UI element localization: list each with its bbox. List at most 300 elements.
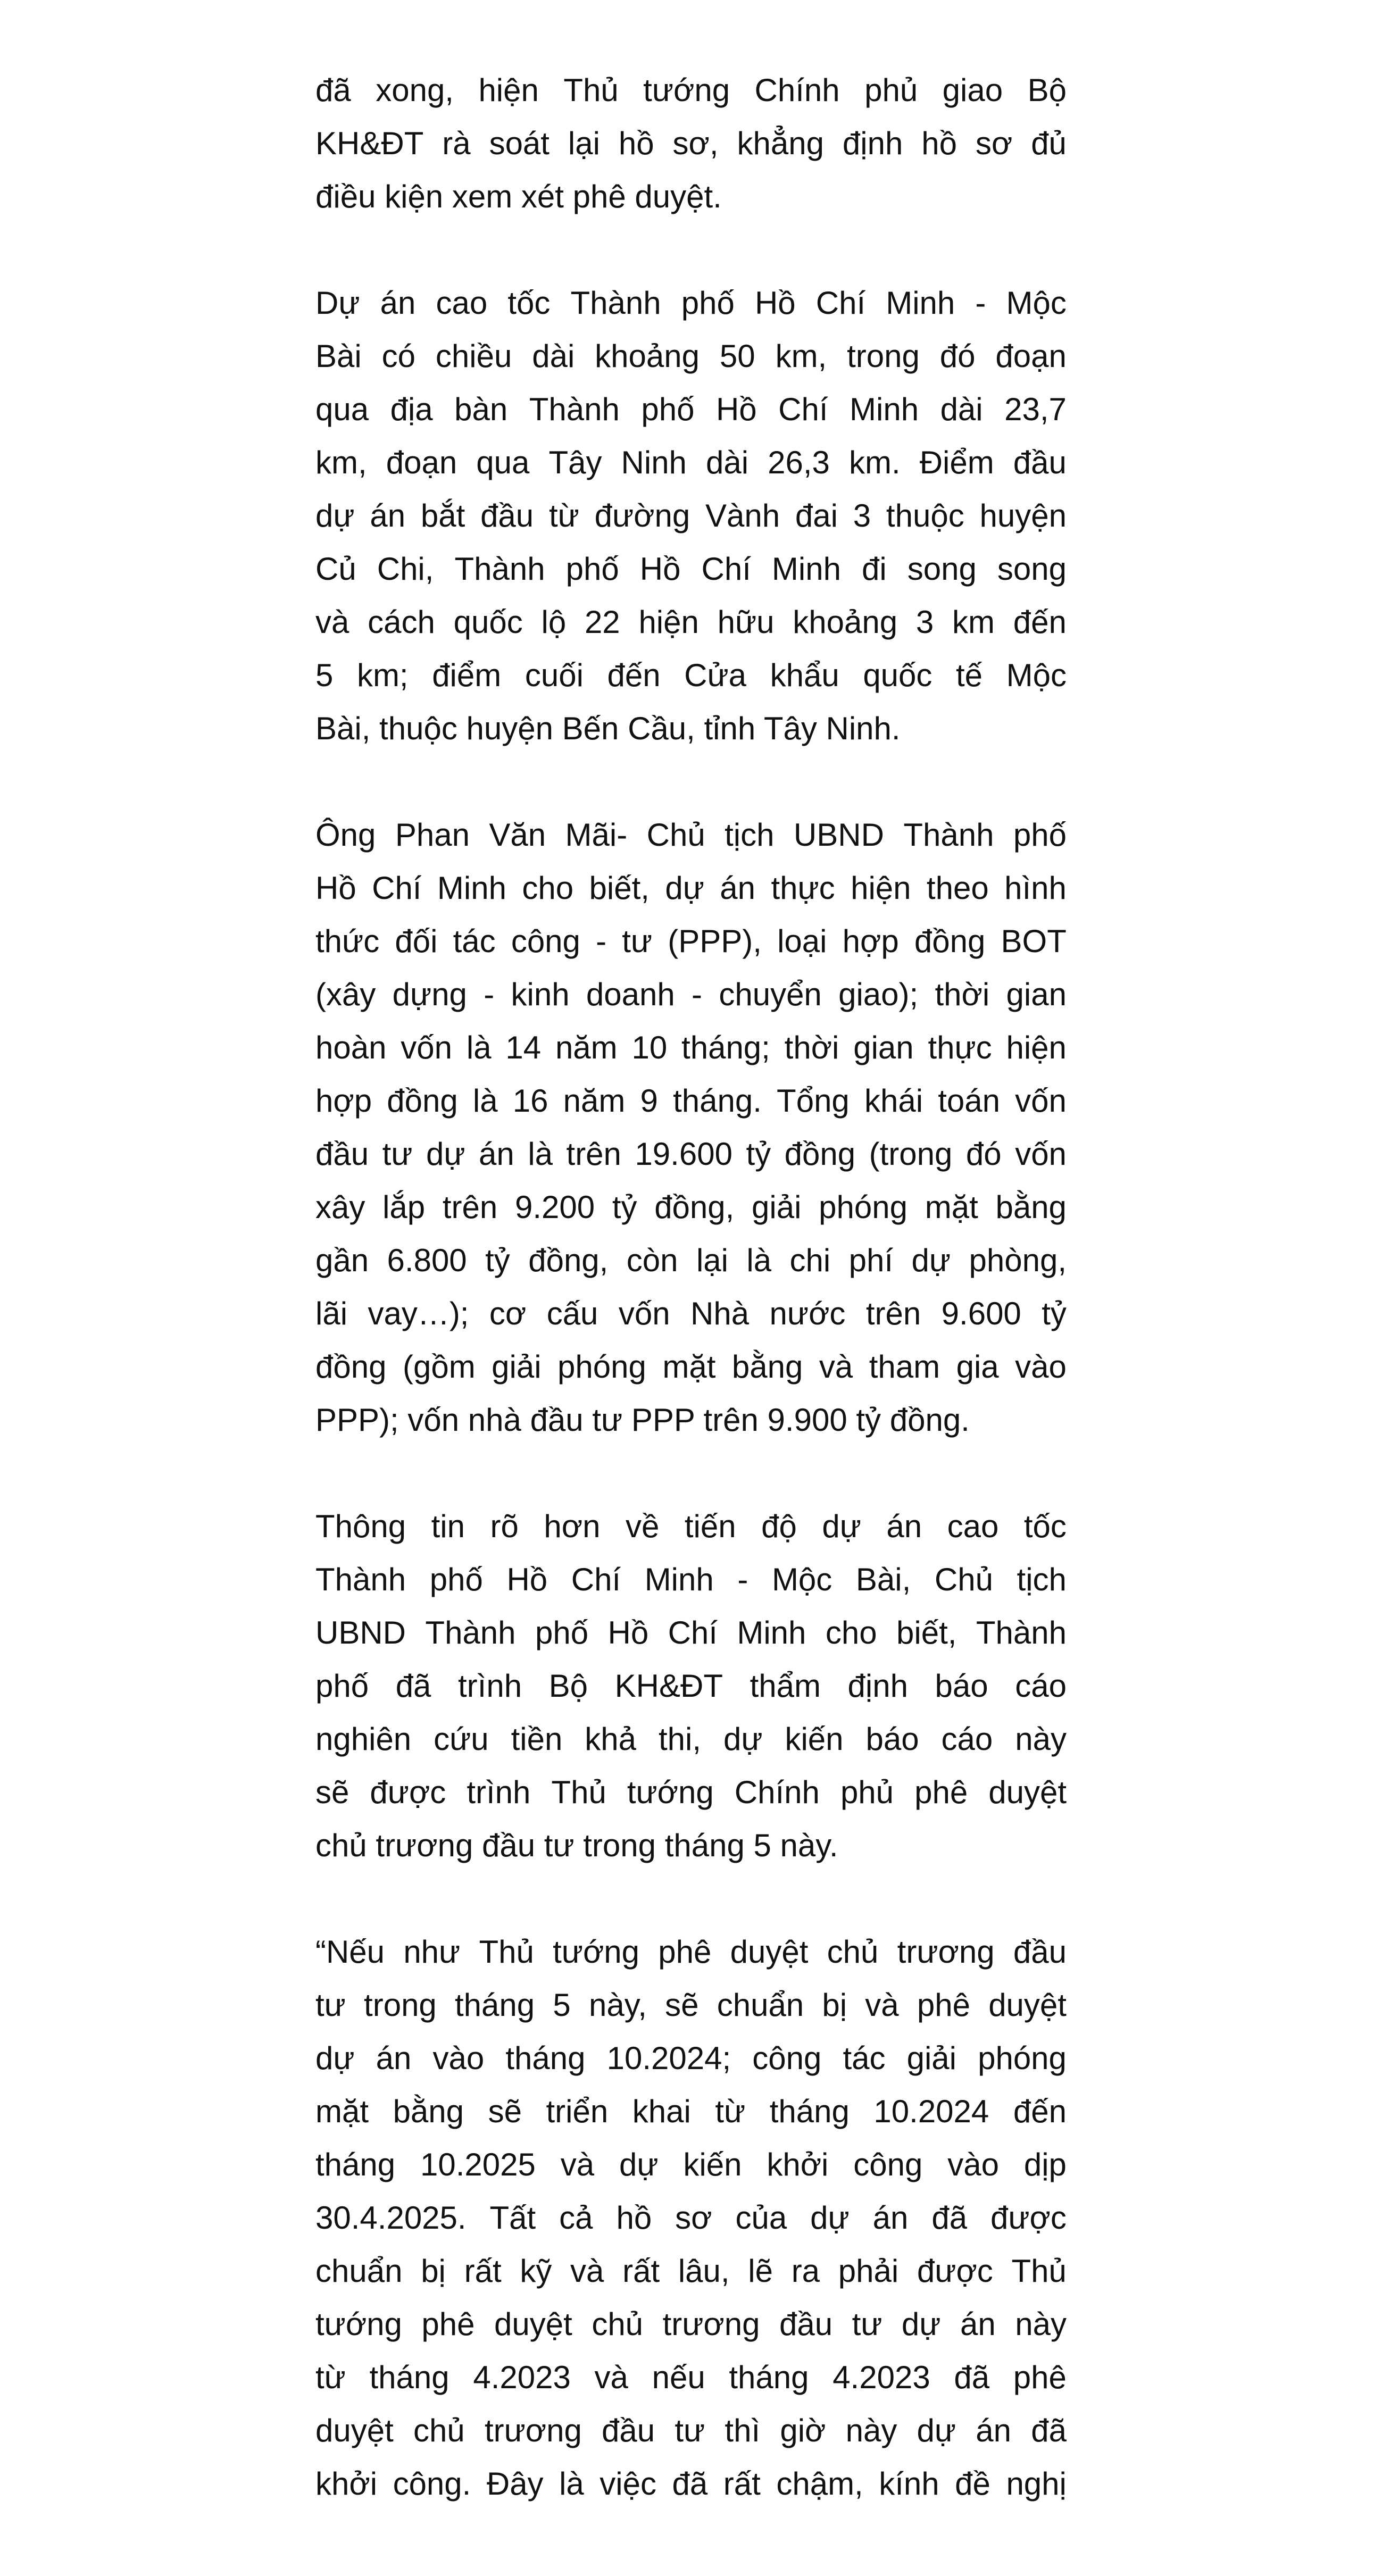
word: Bộ: [1027, 72, 1067, 108]
word: công: [511, 923, 580, 959]
word: UBND: [315, 1615, 406, 1650]
word: thời: [935, 977, 990, 1012]
word: việc: [600, 2466, 656, 2502]
word: đủ: [1031, 126, 1067, 161]
word: -: [484, 977, 495, 1012]
word: cứu: [434, 1721, 489, 1757]
word: Minh: [850, 391, 919, 427]
word: rất: [622, 2253, 660, 2289]
word: cho: [522, 870, 574, 906]
word: mặt: [662, 1349, 716, 1385]
word: tế: [956, 657, 983, 693]
text-line: [315, 2351, 1067, 2404]
word: thi,: [658, 1721, 702, 1757]
word: khởi: [767, 2147, 829, 2182]
word: 9: [640, 1083, 658, 1119]
word: bằng: [731, 1349, 803, 1385]
word: này: [845, 2413, 897, 2448]
word: phê: [658, 1934, 712, 1970]
text-line: Bài, thuộc huyện Bến Cầu, tỉnh Tây Ninh.: [315, 711, 901, 746]
word: 6.800: [387, 1243, 467, 1278]
word: khoảng: [595, 338, 700, 374]
word: Chính: [734, 1774, 820, 1810]
word: dài: [706, 445, 749, 480]
word: phải: [838, 2253, 899, 2289]
word: đầu: [1013, 1934, 1067, 1970]
word: hợp: [315, 1083, 372, 1119]
word: Củ: [315, 551, 356, 587]
word: Thành: [454, 551, 545, 587]
word: án: [380, 285, 416, 321]
word: đã: [954, 2360, 990, 2395]
word: loại: [777, 923, 827, 959]
word: Mộc: [1006, 285, 1067, 321]
word: quốc: [453, 604, 523, 640]
word: sẽ: [665, 1987, 699, 2023]
word: dài: [532, 338, 575, 374]
word: Thành: [976, 1615, 1067, 1650]
word: qua: [476, 445, 530, 480]
word: Minh: [771, 551, 841, 587]
article-text: [315, 64, 1067, 2564]
word: bị: [421, 2253, 446, 2289]
word: soát: [489, 126, 550, 161]
word: -: [596, 923, 607, 959]
word: hồ: [616, 2200, 652, 2236]
word: lại: [696, 1243, 728, 1278]
word: rõ: [490, 1508, 519, 1544]
text-line: [315, 1500, 1067, 1553]
word: “Nếu: [315, 1934, 385, 1970]
word: công.: [393, 2466, 471, 2502]
text-line: [315, 915, 1067, 968]
word: Minh: [886, 285, 955, 321]
word: sơ: [675, 2200, 712, 2236]
text-line: [315, 436, 1067, 489]
word: chủ: [592, 2306, 644, 2342]
word: tháng: [769, 2094, 850, 2129]
word: hồ: [921, 126, 957, 161]
word: Thành: [315, 1562, 406, 1597]
word: độ: [761, 1508, 797, 1544]
text-line: [315, 649, 1067, 702]
word: (xây: [315, 977, 376, 1012]
word: hiện: [1006, 1030, 1067, 1065]
word: gần: [315, 1243, 369, 1278]
word: Chí: [815, 285, 866, 321]
word: rất: [723, 2466, 761, 2502]
word: phố: [429, 1562, 483, 1597]
word: chi: [789, 1243, 831, 1278]
word: Tổng: [777, 1083, 850, 1119]
word: trên: [566, 1136, 621, 1172]
word: cơ: [489, 1296, 527, 1331]
text-line: [315, 1713, 1067, 1766]
word: định: [842, 126, 903, 161]
word: nếu: [652, 2360, 705, 2395]
word: -: [975, 285, 986, 321]
word: này,: [588, 1987, 647, 2023]
text-line: [315, 1021, 1067, 1074]
text-line: [315, 1979, 1067, 2032]
word: vốn: [1015, 1083, 1067, 1119]
word: triển: [546, 2094, 609, 2129]
word: giải: [492, 1349, 542, 1385]
word: song: [907, 551, 977, 587]
word: km;: [356, 657, 409, 693]
paragraph: [315, 808, 1067, 1447]
word: Chi,: [377, 551, 434, 587]
word: Bộ: [548, 1668, 588, 1704]
paragraph: [315, 64, 1067, 223]
word: tịch: [1017, 1562, 1067, 1597]
word: Mộc: [771, 1562, 832, 1597]
word: đã: [931, 2200, 968, 2236]
word: 5: [315, 657, 334, 693]
word: công: [853, 2147, 923, 2182]
word: hiện: [851, 870, 911, 906]
word: nghiên: [315, 1721, 412, 1757]
text-line: [315, 862, 1067, 915]
word: phố: [681, 285, 735, 321]
word: duyệt: [988, 1987, 1067, 2023]
word: dự: [426, 1136, 465, 1172]
word: trương: [662, 2306, 760, 2342]
word: cuối: [525, 657, 584, 693]
word: dự: [917, 2413, 956, 2448]
word: Tất: [489, 2200, 536, 2236]
word: km: [952, 604, 995, 640]
word: khẳng: [737, 126, 824, 161]
word: nghị: [1006, 2466, 1067, 2502]
word: thuộc: [886, 498, 964, 533]
word: tháng: [315, 2147, 396, 2182]
word: Minh: [737, 1615, 806, 1650]
text-line: [315, 2032, 1067, 2085]
word: hợp: [842, 923, 899, 959]
word: đầu: [1013, 445, 1067, 480]
word: dịp: [1023, 2147, 1067, 2182]
word: lẽ: [748, 2253, 773, 2289]
text-line: [315, 117, 1067, 170]
word: vào: [947, 2147, 999, 2182]
word: thì: [725, 2413, 761, 2448]
word: song: [997, 551, 1067, 587]
word: được: [990, 2200, 1067, 2236]
word: tướng: [315, 2306, 402, 2342]
word: khả: [585, 1721, 637, 1757]
word: Hồ: [506, 1562, 548, 1597]
word: đến: [1013, 604, 1067, 640]
word: huyện: [979, 498, 1067, 533]
word: biết,: [896, 1615, 957, 1650]
word: Tây: [548, 445, 602, 480]
word: Dự: [315, 285, 360, 321]
word: Thủ: [479, 1934, 534, 1970]
word: đầu: [480, 498, 534, 533]
word: tháng;: [681, 1030, 770, 1065]
word: phố: [641, 391, 695, 427]
word: trình: [458, 1668, 522, 1704]
text-line: [315, 1340, 1067, 1394]
word: dự: [723, 1721, 763, 1757]
word: kiến: [683, 2147, 742, 2182]
word: vào: [1015, 1349, 1067, 1385]
word: đến: [1013, 2094, 1067, 2129]
word: đã: [395, 1668, 431, 1704]
word: chuẩn: [717, 1987, 804, 2023]
word: thực: [771, 870, 835, 906]
word: UBND: [793, 817, 884, 853]
word: đường: [594, 498, 690, 533]
word: sơ: [975, 126, 1013, 161]
word: đối: [395, 923, 438, 959]
word: đồng: [784, 1136, 856, 1172]
word: duyệt: [988, 1774, 1067, 1810]
word: khoảng: [793, 604, 898, 640]
word: lộ: [541, 604, 567, 640]
word: phóng: [819, 1189, 908, 1225]
text-line: [315, 2457, 1067, 2511]
word: định: [847, 1668, 908, 1704]
word: đó: [939, 338, 976, 374]
word: này: [1015, 1721, 1067, 1757]
word: biết,: [589, 870, 650, 906]
word: đầu: [779, 2306, 833, 2342]
word: Thành: [529, 391, 620, 427]
word: quốc: [863, 657, 933, 693]
word: cách: [368, 604, 435, 640]
word: trương: [897, 1934, 995, 1970]
word: phê: [917, 1987, 970, 2023]
word: giao: [942, 72, 1003, 108]
word: cao: [436, 285, 488, 321]
word: cáo: [1015, 1668, 1067, 1704]
paragraph: [315, 1925, 1067, 2511]
word: lãi: [315, 1296, 348, 1331]
word: duyệt: [315, 2413, 394, 2448]
word: đầu: [315, 1136, 369, 1172]
word: dự: [911, 1243, 951, 1278]
word: tiến: [684, 1508, 736, 1544]
word: phê: [914, 1774, 968, 1810]
word: chủ: [827, 1934, 879, 1970]
word: Mãi-: [565, 817, 628, 853]
word: xong,: [376, 72, 454, 108]
word: thức: [315, 923, 380, 959]
word: Ninh: [621, 445, 687, 480]
word: vốn: [618, 1296, 670, 1331]
word: Ông: [315, 817, 376, 853]
word: BOT: [1001, 923, 1067, 959]
word: đồng,: [654, 1189, 735, 1225]
word: Bài,: [855, 1562, 911, 1597]
word: 23,7: [1004, 391, 1067, 427]
word: km,: [315, 445, 367, 480]
word: phóng: [978, 2040, 1067, 2076]
word: Chí: [701, 551, 751, 587]
word: xây: [315, 1189, 365, 1225]
word: này: [1015, 2306, 1067, 2342]
word: trên: [442, 1189, 498, 1225]
word: phê: [421, 2306, 475, 2342]
word: Thủ: [563, 72, 619, 108]
word: tư: [675, 2413, 705, 2448]
word: án: [376, 2040, 412, 2076]
text-line: [315, 1128, 1067, 1181]
word: 3: [915, 604, 934, 640]
word: trình: [467, 1774, 531, 1810]
word: đoạn: [995, 338, 1067, 374]
word: dự: [665, 870, 704, 906]
word: và: [819, 1349, 853, 1385]
word: Hồ: [715, 391, 757, 427]
word: phòng,: [969, 1243, 1067, 1278]
paragraph: [315, 277, 1067, 755]
word: kính: [879, 2466, 939, 2502]
word: Vành: [705, 498, 780, 533]
word: dự: [619, 2147, 659, 2182]
text-line: [315, 330, 1067, 383]
word: đồng: [387, 1083, 458, 1119]
word: tham: [869, 1349, 940, 1385]
word: vốn: [401, 1030, 453, 1065]
word: đầu: [602, 2413, 655, 2448]
text-line: [315, 543, 1067, 596]
word: Mộc: [1006, 657, 1067, 693]
word: kiến: [785, 1721, 844, 1757]
word: tháng: [505, 2040, 586, 2076]
word: bằng: [995, 1189, 1067, 1225]
word: năm: [555, 1030, 618, 1065]
word: gia: [956, 1349, 999, 1385]
word: Phan: [395, 817, 470, 853]
word: (gồm: [402, 1349, 476, 1385]
word: là: [528, 1136, 553, 1172]
word: KH&ĐT: [315, 126, 424, 161]
word: Thủ: [551, 1774, 606, 1810]
word: tốc: [1023, 1508, 1067, 1544]
word: tin: [431, 1508, 465, 1544]
word: hữu: [717, 604, 775, 640]
word: (trong: [869, 1136, 953, 1172]
text-line: [315, 489, 1067, 543]
word: và: [865, 1987, 899, 2023]
word: đã: [672, 2466, 708, 2502]
word: dự: [810, 2200, 850, 2236]
word: 5: [553, 1987, 571, 2023]
word: về: [625, 1508, 660, 1544]
text-line: [315, 383, 1067, 436]
word: Hồ: [639, 551, 681, 587]
word: như: [403, 1934, 461, 1970]
word: tỷ: [746, 1136, 771, 1172]
word: tốc: [507, 285, 551, 321]
text-line: [315, 1181, 1067, 1234]
word: gian: [853, 1030, 914, 1065]
word: đoạn: [386, 445, 457, 480]
word: đó: [965, 1136, 1002, 1172]
word: Hồ: [315, 870, 356, 906]
text-line: [315, 1553, 1067, 1606]
word: 4.2023: [832, 2360, 930, 2395]
paragraph: [315, 1500, 1067, 1872]
word: Chí: [571, 1562, 621, 1597]
word: trong: [364, 1987, 437, 2023]
word: 19.600: [635, 1136, 732, 1172]
word: bằng: [393, 2094, 464, 2129]
word: chuyển: [719, 977, 822, 1012]
word: báo: [865, 1721, 919, 1757]
word: đã: [315, 72, 351, 108]
text-line: [315, 64, 1067, 117]
word: phố: [315, 1668, 369, 1704]
word: lại: [568, 126, 600, 161]
word: chậm,: [776, 2466, 863, 2502]
word: Nhà: [690, 1296, 750, 1331]
word: lắp: [382, 1189, 426, 1225]
word: chủ: [413, 2413, 465, 2448]
word: Thủ: [1011, 2253, 1067, 2289]
word: 9.200: [514, 1189, 595, 1225]
word: giờ: [780, 2413, 826, 2448]
word: 10: [631, 1030, 668, 1065]
word: hiện: [478, 72, 539, 108]
text-line: chủ trương đầu tư trong tháng 5 này.: [315, 1828, 838, 1863]
word: sẽ: [315, 1774, 349, 1810]
word: án: [479, 1136, 514, 1172]
word: km.: [848, 445, 901, 480]
word: Chủ: [934, 1562, 993, 1597]
word: gian: [1006, 977, 1067, 1012]
word: 4.2023: [473, 2360, 571, 2395]
text-line: [315, 1234, 1067, 1287]
word: mặt: [315, 2094, 369, 2129]
text-line: điều kiện xem xét phê duyệt.: [315, 179, 722, 214]
text-line: [315, 1606, 1067, 1660]
word: được: [917, 2253, 993, 2289]
word: và: [570, 2253, 604, 2289]
text-line: [315, 596, 1067, 649]
word: là: [466, 1030, 492, 1065]
text-line: [315, 2191, 1067, 2245]
text-line: [315, 968, 1067, 1021]
word: vào: [432, 2040, 485, 2076]
word: đồng: [914, 923, 986, 959]
word: bắt: [420, 498, 465, 533]
word: là: [746, 1243, 772, 1278]
word: đến: [607, 657, 661, 693]
word: -: [737, 1562, 748, 1597]
word: là: [559, 2466, 584, 2502]
word: tháng: [729, 2360, 809, 2395]
word: cao: [947, 1508, 999, 1544]
word: khái: [864, 1083, 923, 1119]
word: dự: [315, 2040, 355, 2076]
word: từ: [315, 2360, 346, 2395]
word: duyệt: [730, 1934, 809, 1970]
word: án: [720, 870, 756, 906]
word: phóng: [557, 1349, 646, 1385]
word: công: [752, 2040, 822, 2076]
word: tác: [843, 2040, 886, 2076]
text-line: [315, 2298, 1067, 2351]
word: theo: [926, 870, 989, 906]
word: Chí: [778, 391, 828, 427]
word: Thành: [570, 285, 661, 321]
word: cấu: [546, 1296, 598, 1331]
word: Đây: [486, 2466, 544, 2502]
